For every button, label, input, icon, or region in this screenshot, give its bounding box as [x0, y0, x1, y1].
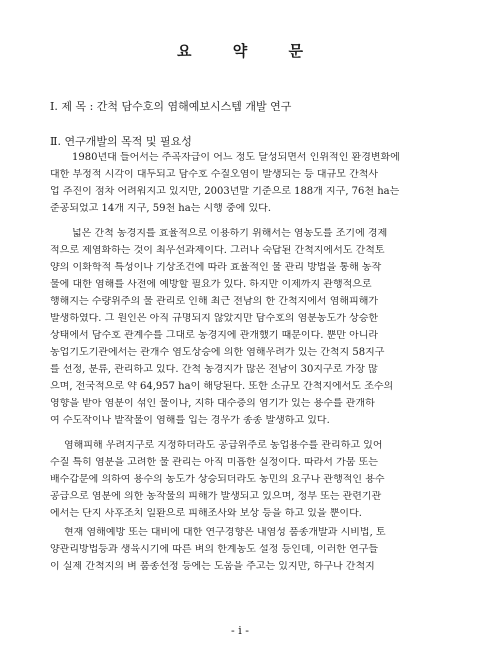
paragraph-line: 공급으로 염분에 의한 농작물의 피해가 발생되고 있으며, 정부 또는 관련기관 [50, 491, 382, 502]
page-number: - i - [231, 624, 249, 637]
paragraph-line: 염해피해 우려지구로 지정하더라도 공급위주로 농업용수를 관리하고 있어 [64, 440, 383, 451]
paragraph-line: 대한 부정적 시각이 대두되고 담수호 수질오염이 발생되는 등 대규모 간척사 [50, 169, 379, 180]
page-title: 요 약 문 [177, 42, 321, 60]
paragraph-line: 이 실제 간척지의 벼 품종선정 등에는 도움을 주고는 있지만, 하구나 간척지 [50, 561, 375, 572]
paragraph-line: 준공되었고 14개 지구, 59천 ha는 시행 중에 있다. [50, 203, 272, 214]
paragraph-line: 1980년대 들어서는 주곡자급이 어느 정도 달성되면서 인위적인 환경변화에 [72, 152, 400, 163]
paragraph-line: 양관리방법등과 생육시기에 따른 벼의 한계농도 설정 등인데, 이러한 연구들 [50, 544, 379, 555]
paragraph-line: 농업기도기관에서는 관개수 염도상승에 의한 염해우려가 있는 간척지 58지구 [50, 347, 385, 358]
section-title-subject: Ⅰ. 제 목 : 간척 담수호의 염해예보시스템 개발 연구 [50, 100, 292, 113]
paragraph-line: 양의 이화학적 특성이나 기상조건에 따라 효율적인 물 관리 방법을 통해 농작 [50, 262, 382, 273]
paragraph-line: 현재 염해예방 또는 대비에 대한 연구경향은 내염성 품종개발과 시비법, 토 [64, 527, 386, 538]
paragraph-line: 적으로 제염화하는 것이 최우선과제이다. 그러나 숙답된 간척지에서도 간척토 [50, 245, 385, 256]
paragraph-line: 물에 대한 염해를 사전에 예방할 필요가 있다. 하지만 이제까지 관행적으로 [50, 279, 372, 290]
paragraph-line: 넓은 간척 농경지를 효율적으로 이용하기 위해서는 염농도를 조기에 경제 [72, 228, 388, 239]
paragraph-line: 여 수도작이나 밭작물이 염해를 입는 경우가 종종 발생하고 있다. [50, 415, 330, 426]
paragraph-line: 에서는 단지 사후조치 일환으로 피해조사와 보상 등을 하고 있을 뿐이다. [50, 508, 362, 519]
paragraph-line: 수질 특히 염분을 고려한 물 관리는 아직 미흡한 실정이다. 따라서 가뭄 또는 [50, 457, 378, 468]
paragraph-line: 발생하였다. 그 원인은 아직 규명되지 않았지만 담수호의 염분농도가 상승한 [50, 313, 379, 324]
paragraph-line: 으며, 전국적으로 약 64,957 ha이 해당된다. 또한 소규모 간척지에서도 조수의 [50, 381, 394, 392]
paragraph-line: 를 선정, 분류, 관리하고 있다. 간척 농경지가 많은 전남이 30지구로 가장 많 [50, 364, 378, 375]
paragraph-line: 행해지는 수량위주의 물 관리로 인해 최근 전남의 한 간척지에서 염해피해가 [50, 296, 379, 307]
paragraph-line: 영향을 받아 염분이 섞인 물이나, 지하 대수층의 염기가 있는 용수를 관개하 [50, 398, 375, 409]
section-title-purpose: Ⅱ. 연구개발의 목적 및 필요성 [50, 135, 192, 148]
paragraph-line: 업 추진이 점차 어려워지고 있지만, 2003년말 기준으로 188개 지구, 76천 ha는 [50, 186, 400, 197]
paragraph-line: 상태에서 담수호 관계수를 그대로 농경지에 관개했기 때문이다. 뿐만 아니라 [50, 330, 379, 341]
paragraph-line: 배수갑문에 의하여 용수의 농도가 상승되더라도 농민의 요구나 관행적인 용수 [50, 474, 385, 485]
